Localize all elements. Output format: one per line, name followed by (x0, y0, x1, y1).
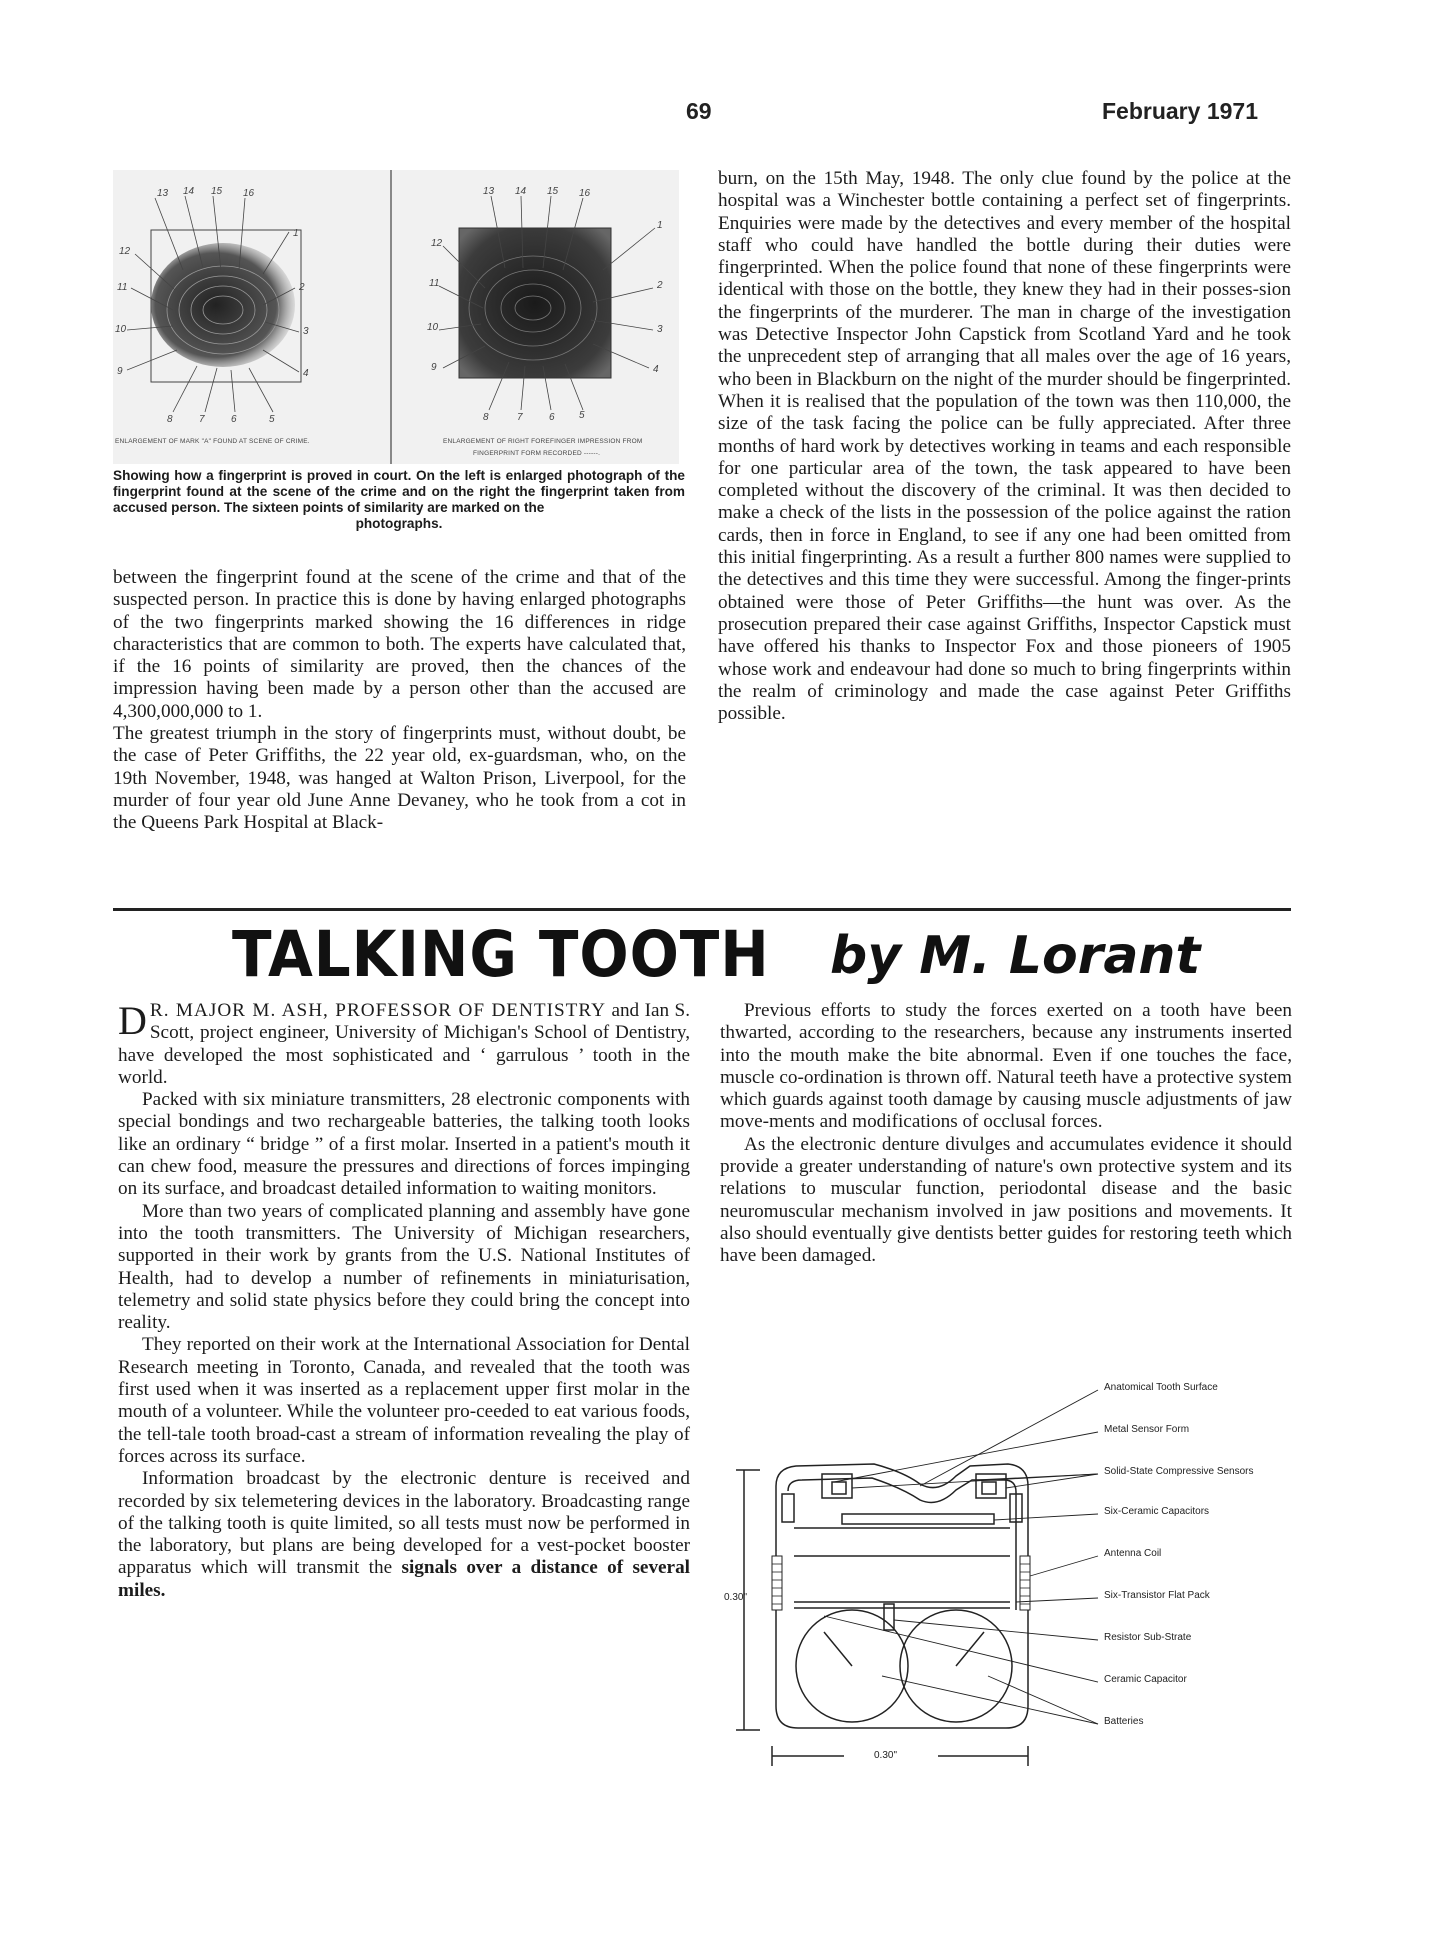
fp-left-label: 16 (243, 188, 255, 199)
fp-left-label: 15 (211, 186, 223, 197)
fp-left-label: 14 (183, 186, 195, 197)
paragraph: As the electronic denture divulges and accumulates evidence it should provide a greater understanding of nature's own protective system and its relations to muscular function, periodontal disease and the basic neuromuscular mechanism involved in jaw positions and movements. It also should eventually give dentists better guides for restoring teeth which have been damaged. (720, 1133, 1292, 1267)
paragraph: burn, on the 15th May, 1948. The only clue found by the police at the hospital was a Winchester bottle containing a perfect set of fingerprints. Enquiries were made by the detectives and every member of the hospital staff who could have handled the bottle during their duties were fingerprinted. When the police found that none of these fingerprints were identical with those on the bottle, they knew they had in their posses-sion the fingerprints of the murderer. The man in charge of the investigation was Detective Inspector John Capstick from Scotland Yard and he took the unprecedent step of arranging that all males over the age of 16 years, who been in Blackburn on the night of the murder should be fingerprinted. When it is realised that the population of the town was then 110,000, the size of the task facing the police can be fully appreciated. After three months of hard work by detectives working in teams and each responsible for one particular area of the town, the task appeared to have been completed without the discovery of the criminal. It was then decided to make a check of the lists in the possession of the police against the ration cards, then in force in England, to see if any one had been omitted from this initial fingerprinting. As a result a further 800 names were supplied to the detectives and this time they were successful. Among the finger-prints obtained were those of Peter Griffiths—the hunt was over. As the prosecution prepared their case against Griffiths, Inspector Capstick must have offered his thanks to Inspector Fox and those pioneers of 1905 whose work and endeavour had done so much to bring fingerprints within the realm of criminology and made the case against Peter Griffiths possible. (718, 168, 1291, 725)
dimension-width: 0.30" (874, 1750, 898, 1761)
fp-left-label: 2 (299, 282, 305, 293)
label-resistor-substrate: Resistor Sub-Strate (1104, 1632, 1192, 1643)
fp-right-label: 12 (431, 238, 443, 249)
left-fingerprint (151, 243, 295, 367)
drop-cap: D (118, 998, 147, 1043)
article-title: TALKING TOOTH (232, 918, 770, 991)
label-ceramic-capacitor: Ceramic Capacitor (1104, 1674, 1187, 1685)
issue-date: February 1971 (1102, 98, 1258, 124)
fp-left-label: 4 (303, 368, 309, 379)
dimension-height: 0.30" (724, 1592, 748, 1603)
fp-left-label: 9 (117, 366, 123, 377)
paragraph: They reported on their work at the International Association for Dental Research meeting in Toronto, Canada, and revealed that the tooth was first used when it was inserted as a replacement upper first molar in the mouth of a volunteer. While the volunteer pro-ceeded to eat various foods, the tell-tale tooth broad-cast a stream of information revealing the play of forces across its surface. (118, 1334, 690, 1467)
paragraph: More than two years of complicated planning and assembly have gone into the tooth transmitters. The University of Michigan researchers, supported in their work by grants from the U.S. National Institutes of Health, had to develop a number of refinements in miniaturisation, telemetry and solid state physics before they could bring the concept into reality. (118, 1200, 690, 1334)
section-divider (113, 908, 1291, 911)
fp-right-label: 9 (431, 362, 437, 373)
fp-right-label: 11 (429, 278, 440, 289)
right-sub-caption: FINGERPRINT FORM RECORDED ------. (473, 450, 601, 457)
figure-caption (113, 468, 685, 532)
fp-left-label: 7 (199, 414, 205, 425)
figure-caption-last: photographs. (355, 516, 443, 531)
label-transistor-flat-pack: Six-Transistor Flat Pack (1104, 1590, 1210, 1601)
left-sub-caption: ENLARGEMENT OF MARK "A" FOUND AT SCENE OF CRIME. (115, 438, 310, 445)
fp-left-label: 3 (303, 326, 309, 337)
fp-right-label: 10 (427, 322, 439, 333)
label-antenna-coil: Antenna Coil (1104, 1548, 1162, 1559)
paragraph: Previous efforts to study the forces exerted on a tooth have been thwarted, according to the researchers, because any instruments inserted into the mouth make the bite abnormal. Even if one touches the face, muscle co-ordination is thrown off. Natural teeth have a protective system which guards against tooth damage by causing muscle adjustments of jaw move-ments and modifications of occlusal forces. (720, 1000, 1292, 1133)
label-anatomical-surface: Anatomical Tooth Surface (1104, 1382, 1218, 1393)
fingerprint-article-right (718, 168, 1291, 725)
figure-caption-text: Showing how a fingerprint is proved in court. On the left is enlarged photograph of the fingerprint found at the scene of the crime and on the right the fingerprint taken from accused person. The sixteen points of similarity are marked on the (113, 468, 685, 515)
fingerprint-images (113, 170, 679, 464)
tooth-article-right (720, 1000, 1292, 1268)
fp-left-label: 1 (293, 228, 299, 239)
tooth-article-left (118, 1000, 690, 1602)
fp-right-label: 3 (657, 324, 663, 335)
fp-right-label: 5 (579, 410, 585, 421)
paragraph: between the fingerprint found at the scene of the crime and that of the suspected person. In practice this is done by having enlarged photographs of the two fingerprints marked showing the 16 differences in ridge characteristics that are common to both. The experts have calculated that, if the 16 points of similarity are proved, then the chances of the impression having been made by a person other than the accused are 4,300,000,000 to 1. (113, 567, 686, 722)
fp-right-label: 16 (579, 188, 591, 199)
fp-left-label: 8 (167, 414, 173, 425)
label-batteries: Batteries (1104, 1716, 1144, 1727)
fp-left-label: 13 (157, 188, 169, 199)
fp-right-label: 15 (547, 186, 559, 197)
fingerprint-figure (113, 170, 679, 464)
paragraph-text: Information broadcast by the electronic denture is received and recorded by six telemetering devices in the laboratory. Broadcasting range of the talking tooth is quite limited, so all tests must now be performed in the laboratory, but plans are being developed for a vest-pocket booster apparatus which will transmit the (118, 1468, 690, 1579)
fp-right-label: 8 (483, 412, 489, 423)
fp-left-label: 10 (115, 324, 127, 335)
fp-right-label: 13 (483, 186, 495, 197)
label-compressive-sensors: Solid-State Compressive Sensors (1104, 1466, 1254, 1477)
page-number: 69 (686, 98, 712, 124)
paragraph: The greatest triumph in the story of fingerprints must, without doubt, be the case of Peter Griffiths, the 22 year old, ex-guardsman, who, on the 19th November, 1948, was hanged at Walton Prison, Liverpool, for the murder of four year old June Anne Devaney, who he took from a cot in the Queens Park Hospital at Black- (113, 723, 686, 834)
right-sub-caption: ENLARGEMENT OF RIGHT FOREFINGER IMPRESSION FROM (443, 438, 643, 445)
opening-rest: and Ian S. Scott, project engineer, University of Michigan's School of Dentistry, have developed the most sophisticated and ‘ garrulous ’ tooth in the world. (118, 1000, 691, 1088)
fp-right-label: 7 (517, 412, 523, 423)
fp-right-label: 4 (653, 364, 659, 375)
opening-paragraph (118, 1000, 690, 1089)
right-fingerprint (459, 228, 611, 378)
article-byline: by M. Lorant (830, 926, 1201, 986)
label-metal-sensor-form: Metal Sensor Form (1104, 1424, 1190, 1435)
tooth-diagram-drawing (724, 1376, 1284, 1776)
paragraph-text-bold: signals over a distance of several miles. (118, 1557, 690, 1601)
fp-right-label: 2 (657, 280, 663, 291)
fp-right-label: 1 (657, 220, 663, 231)
opening-caps: R. MAJOR M. ASH, PROFESSOR OF DENTISTRY (149, 1000, 606, 1021)
paragraph (118, 1468, 690, 1602)
tooth-diagram (724, 1376, 1284, 1776)
paragraph: Packed with six miniature transmitters, 28 electronic components with special bondings and two rechargeable batteries, the talking tooth looks like an ordinary “ bridge ” of a first molar. Inserted in a patient's mouth it can chew food, measure the pressures and directions of forces impinging on its surface, and broadcast detailed information to waiting monitors. (118, 1089, 690, 1200)
fp-left-label: 6 (231, 414, 237, 425)
fp-right-label: 6 (549, 412, 555, 423)
fp-right-label: 14 (515, 186, 527, 197)
label-ceramic-capacitors: Six-Ceramic Capacitors (1104, 1506, 1210, 1517)
fp-left-label: 5 (269, 414, 275, 425)
fp-left-label: 12 (119, 246, 131, 257)
fingerprint-article-left (113, 567, 686, 835)
fp-left-label: 11 (117, 282, 128, 293)
